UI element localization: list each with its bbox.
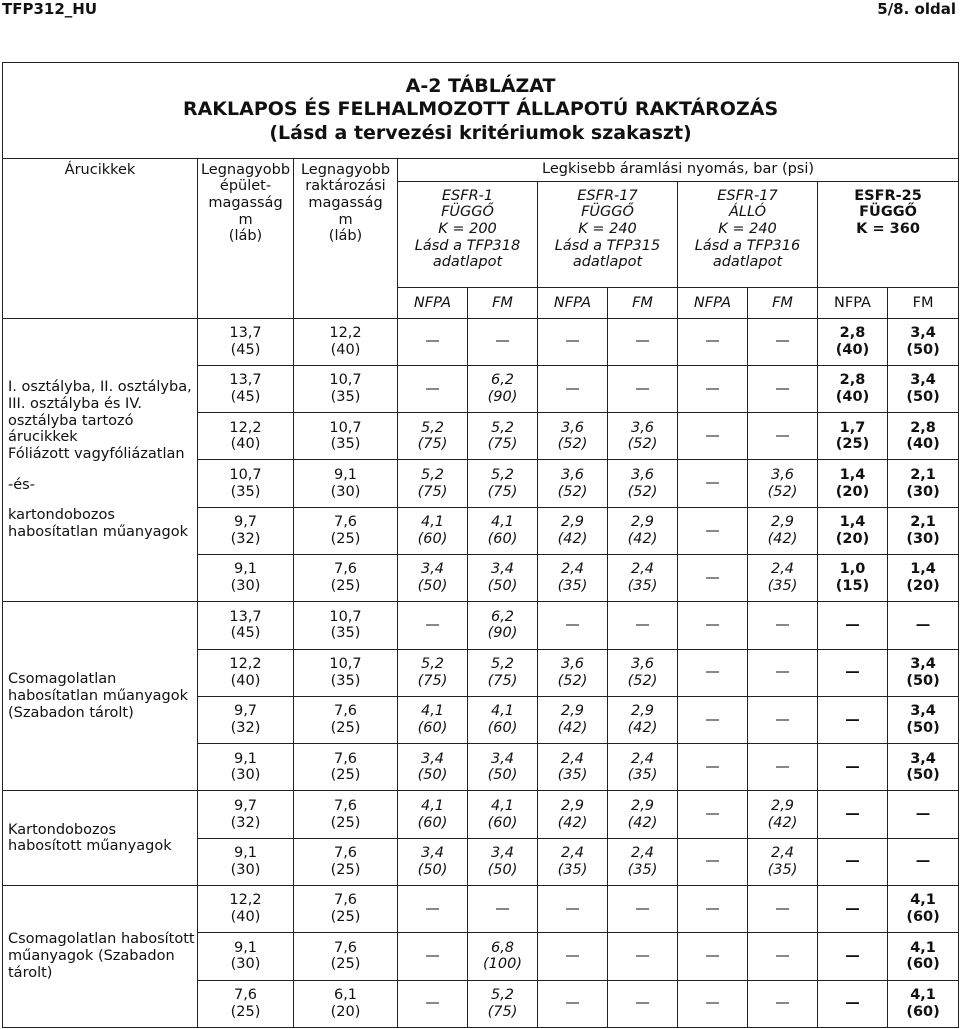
pressure-cell: — <box>538 365 608 412</box>
storage-height-cell: 7,6 (25) <box>294 696 398 743</box>
table-row <box>3 318 959 365</box>
pressure-cell: 5,2 (75) <box>468 649 538 696</box>
pressure-cell: 2,9 (42) <box>608 696 678 743</box>
pressure-header: Legkisebb áramlási nyomás, bar (psi) <box>398 158 959 181</box>
sprinkler-header-3: ESFR-17 ÁLLÓ K = 240 Lásd a TFP316 adatlapot <box>678 181 818 288</box>
storage-height-header: Legnagyobb raktározási magasság m (láb) <box>294 158 398 318</box>
sub-header-nfpa: NFPA <box>678 288 748 318</box>
pressure-cell: — <box>818 744 888 791</box>
pressure-cell: 3,4 (50) <box>468 744 538 791</box>
pressure-cell: 4,1 (60) <box>398 507 468 554</box>
building-height-cell: 13,7 (45) <box>198 602 294 649</box>
sub-header-fm: FM <box>608 288 678 318</box>
sprinkler-header-4: ESFR-25 FÜGGŐ K = 360 <box>818 181 959 288</box>
pressure-cell: — <box>678 933 748 980</box>
pressure-cell: 2,1 (30) <box>888 460 959 507</box>
pressure-cell: — <box>398 980 468 1027</box>
pressure-cell: — <box>678 413 748 460</box>
pressure-cell: 2,4 (35) <box>608 554 678 601</box>
pressure-cell: — <box>748 318 818 365</box>
pressure-cell: — <box>748 696 818 743</box>
pressure-cell: — <box>748 413 818 460</box>
pressure-cell: 3,4 (50) <box>398 744 468 791</box>
pressure-cell: — <box>678 507 748 554</box>
pressure-cell: 3,6 (52) <box>538 460 608 507</box>
pressure-cell: — <box>538 980 608 1027</box>
pressure-cell: — <box>818 838 888 885</box>
pressure-cell: — <box>818 980 888 1027</box>
pressure-cell: — <box>818 696 888 743</box>
pressure-cell: — <box>678 791 748 838</box>
goods-cell: Kartondobozos habosított műanyagok <box>3 791 198 886</box>
pressure-cell: 2,8 (40) <box>888 413 959 460</box>
pressure-cell: — <box>538 602 608 649</box>
pressure-cell: 2,9 (42) <box>608 507 678 554</box>
building-height-cell: 9,7 (32) <box>198 507 294 554</box>
pressure-cell: — <box>678 460 748 507</box>
goods-cell: I. osztályba, II. osztályba, III. osztályba és IV. osztályba tartozó árucikkek Fóliázott vagyfóliázatlan -és- kartondobozos habosítatlan műanyagok <box>3 318 198 602</box>
pressure-cell: 3,4 (50) <box>398 838 468 885</box>
storage-height-cell: 10,7 (35) <box>294 602 398 649</box>
building-height-cell: 12,2 (40) <box>198 885 294 932</box>
building-height-cell: 10,7 (35) <box>198 460 294 507</box>
pressure-cell: 5,2 (75) <box>398 649 468 696</box>
data-table <box>2 62 959 1028</box>
storage-height-cell: 7,6 (25) <box>294 507 398 554</box>
storage-height-cell: 6,1 (20) <box>294 980 398 1027</box>
pressure-cell: 3,4 (50) <box>888 365 959 412</box>
pressure-cell: — <box>398 885 468 932</box>
pressure-cell: 2,4 (35) <box>538 744 608 791</box>
storage-height-cell: 10,7 (35) <box>294 413 398 460</box>
pressure-cell: — <box>888 602 959 649</box>
storage-height-cell: 10,7 (35) <box>294 365 398 412</box>
pressure-cell: — <box>608 885 678 932</box>
pressure-cell: 2,9 (42) <box>608 791 678 838</box>
pressure-cell: 6,8 (100) <box>468 933 538 980</box>
building-height-cell: 9,1 (30) <box>198 744 294 791</box>
pressure-cell: 2,9 (42) <box>538 507 608 554</box>
goods-cell: Csomagolatlan habosított műanyagok (Szabadon tárolt) <box>3 885 198 1027</box>
storage-height-cell: 7,6 (25) <box>294 885 398 932</box>
pressure-cell: — <box>748 649 818 696</box>
storage-height-cell: 7,6 (25) <box>294 744 398 791</box>
pressure-cell: — <box>398 602 468 649</box>
pressure-cell: 2,8 (40) <box>818 365 888 412</box>
table-row <box>3 602 959 649</box>
pressure-cell: — <box>748 365 818 412</box>
pressure-cell: 3,6 (52) <box>608 649 678 696</box>
pressure-cell: 3,4 (50) <box>888 744 959 791</box>
pressure-cell: — <box>678 838 748 885</box>
pressure-cell: — <box>678 602 748 649</box>
pressure-cell: — <box>678 318 748 365</box>
pressure-cell: — <box>678 696 748 743</box>
pressure-cell: — <box>818 649 888 696</box>
building-height-cell: 9,7 (32) <box>198 791 294 838</box>
pressure-cell: 2,4 (35) <box>538 838 608 885</box>
pressure-cell: — <box>678 980 748 1027</box>
building-height-cell: 9,1 (30) <box>198 838 294 885</box>
pressure-cell: 2,4 (35) <box>748 554 818 601</box>
storage-height-cell: 12,2 (40) <box>294 318 398 365</box>
building-height-cell: 9,7 (32) <box>198 696 294 743</box>
pressure-cell: — <box>538 885 608 932</box>
pressure-cell: — <box>538 318 608 365</box>
pressure-cell: — <box>608 365 678 412</box>
table-row <box>3 885 959 932</box>
pressure-cell: — <box>678 649 748 696</box>
storage-height-cell: 9,1 (30) <box>294 460 398 507</box>
pressure-cell: 2,8 (40) <box>818 318 888 365</box>
pressure-cell: 5,2 (75) <box>468 460 538 507</box>
pressure-cell: 3,6 (52) <box>608 413 678 460</box>
pressure-cell: 3,6 (52) <box>608 460 678 507</box>
goods-header: Árucikkek <box>3 158 198 318</box>
sprinkler-header-2: ESFR-17 FÜGGŐ K = 240 Lásd a TFP315 adatlapot <box>538 181 678 288</box>
pressure-cell: 4,1 (60) <box>888 980 959 1027</box>
page-number: 5/8. oldal <box>877 0 956 18</box>
pressure-cell: 2,4 (35) <box>538 554 608 601</box>
pressure-cell: — <box>818 933 888 980</box>
pressure-cell: — <box>398 318 468 365</box>
storage-height-cell: 10,7 (35) <box>294 649 398 696</box>
pressure-cell: — <box>678 554 748 601</box>
pressure-cell: 4,1 (60) <box>398 696 468 743</box>
storage-height-cell: 7,6 (25) <box>294 791 398 838</box>
pressure-cell: 4,1 (60) <box>888 885 959 932</box>
pressure-cell: 2,9 (42) <box>748 791 818 838</box>
building-height-cell: 13,7 (45) <box>198 365 294 412</box>
pressure-cell: — <box>468 885 538 932</box>
building-height-cell: 9,1 (30) <box>198 933 294 980</box>
pressure-cell: 3,4 (50) <box>398 554 468 601</box>
pressure-cell: 3,6 (52) <box>538 413 608 460</box>
pressure-cell: — <box>818 602 888 649</box>
sprinkler-header-1: ESFR-1 FÜGGŐ K = 200 Lásd a TFP318 adatlapot <box>398 181 538 288</box>
building-height-cell: 9,1 (30) <box>198 554 294 601</box>
pressure-cell: 2,9 (42) <box>538 696 608 743</box>
pressure-cell: 6,2 (90) <box>468 365 538 412</box>
pressure-cell: 3,4 (50) <box>888 318 959 365</box>
building-height-cell: 12,2 (40) <box>198 649 294 696</box>
pressure-cell: — <box>748 980 818 1027</box>
pressure-cell: — <box>818 791 888 838</box>
pressure-cell: 1,0 (15) <box>818 554 888 601</box>
storage-height-cell: 7,6 (25) <box>294 838 398 885</box>
building-height-cell: 12,2 (40) <box>198 413 294 460</box>
pressure-cell: 1,4 (20) <box>818 507 888 554</box>
pressure-cell: 2,1 (30) <box>888 507 959 554</box>
pressure-cell: — <box>608 980 678 1027</box>
pressure-cell: — <box>398 933 468 980</box>
pressure-cell: 2,9 (42) <box>538 791 608 838</box>
storage-height-cell: 7,6 (25) <box>294 554 398 601</box>
sub-header-fm: FM <box>748 288 818 318</box>
building-height-cell: 7,6 (25) <box>198 980 294 1027</box>
pressure-cell: — <box>678 885 748 932</box>
pressure-cell: 5,2 (75) <box>398 413 468 460</box>
pressure-cell: 1,4 (20) <box>888 554 959 601</box>
pressure-cell: — <box>608 933 678 980</box>
pressure-cell: 4,1 (60) <box>468 507 538 554</box>
sub-header-fm: FM <box>468 288 538 318</box>
sub-header-fm: FM <box>888 288 959 318</box>
building-height-cell: 13,7 (45) <box>198 318 294 365</box>
pressure-cell: 3,6 (52) <box>538 649 608 696</box>
pressure-cell: — <box>678 365 748 412</box>
pressure-cell: 1,4 (20) <box>818 460 888 507</box>
pressure-cell: — <box>398 365 468 412</box>
pressure-cell: 1,7 (25) <box>818 413 888 460</box>
sub-header-nfpa: NFPA <box>538 288 608 318</box>
pressure-cell: 2,4 (35) <box>608 838 678 885</box>
pressure-cell: — <box>608 318 678 365</box>
pressure-cell: 4,1 (60) <box>888 933 959 980</box>
pressure-cell: — <box>888 838 959 885</box>
pressure-cell: 5,2 (75) <box>468 980 538 1027</box>
pressure-cell: 4,1 (60) <box>468 791 538 838</box>
pressure-cell: — <box>538 933 608 980</box>
sub-header-nfpa: NFPA <box>818 288 888 318</box>
building-height-header: Legnagyobb épület- magasság m (láb) <box>198 158 294 318</box>
pressure-cell: 4,1 (60) <box>468 696 538 743</box>
pressure-cell: 5,2 (75) <box>468 413 538 460</box>
pressure-cell: 6,2 (90) <box>468 602 538 649</box>
pressure-cell: — <box>748 933 818 980</box>
pressure-cell: 3,6 (52) <box>748 460 818 507</box>
pressure-cell: — <box>468 318 538 365</box>
pressure-cell: 3,4 (50) <box>888 649 959 696</box>
goods-cell: Csomagolatlan habosítatlan műanyagok (Szabadon tárolt) <box>3 602 198 791</box>
sub-header-nfpa: NFPA <box>398 288 468 318</box>
pressure-cell: 2,4 (35) <box>748 838 818 885</box>
pressure-cell: 3,4 (50) <box>888 696 959 743</box>
pressure-cell: 3,4 (50) <box>468 838 538 885</box>
pressure-cell: 2,9 (42) <box>748 507 818 554</box>
pressure-cell: — <box>678 744 748 791</box>
pressure-cell: — <box>608 602 678 649</box>
pressure-cell: 5,2 (75) <box>398 460 468 507</box>
table-title: A-2 TÁBLÁZAT RAKLAPOS ÉS FELHALMOZOTT ÁLLAPOTÚ RAKTÁROZÁS (Lásd a tervezési kritériumok szakaszt) <box>3 63 959 159</box>
pressure-cell: — <box>748 602 818 649</box>
pressure-cell: 2,4 (35) <box>608 744 678 791</box>
pressure-cell: — <box>748 744 818 791</box>
pressure-cell: 4,1 (60) <box>398 791 468 838</box>
table-row <box>3 791 959 838</box>
storage-height-cell: 7,6 (25) <box>294 933 398 980</box>
pressure-cell: — <box>748 885 818 932</box>
page-code: TFP312_HU <box>2 0 98 18</box>
pressure-cell: 3,4 (50) <box>468 554 538 601</box>
pressure-cell: — <box>888 791 959 838</box>
pressure-cell: — <box>818 885 888 932</box>
